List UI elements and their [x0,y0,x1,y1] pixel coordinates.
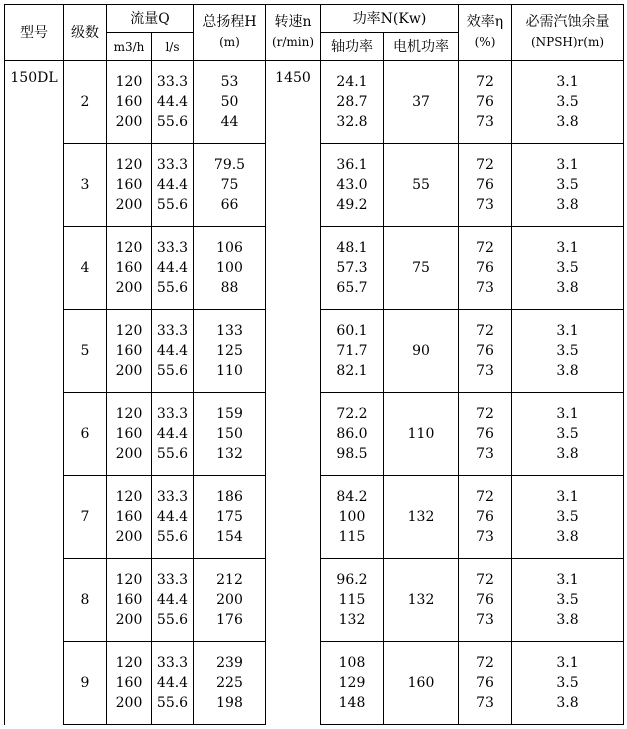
flow-ls-cell [152,61,194,144]
efficiency-cell [459,559,512,642]
head-cell-value: 154 [216,529,243,545]
npsh-cell-value: 3.1 [556,489,579,505]
head-cell-value: 88 [220,280,239,296]
header-npsh-line2: (NPSH)r(m) [530,35,605,49]
flow-m3h-cell [107,227,152,310]
stage-cell: 9 [64,642,107,725]
head-cell [194,393,266,476]
npsh-cell-value: 3.5 [556,509,579,525]
npsh-cell [512,476,624,559]
npsh-cell-value: 3.5 [556,343,579,359]
flow-m3h-cell-value: 200 [115,529,143,545]
head-cell-value: 186 [216,489,243,505]
flow-ls-cell-value: 44.4 [156,675,189,691]
flow-ls-cell-value: 55.6 [156,114,189,130]
npsh-cell-value: 3.1 [556,655,579,671]
speed-cell: 1450 [266,61,321,725]
header-row-1 [5,5,624,33]
npsh-cell [512,393,624,476]
head-cell-value: 159 [216,406,243,422]
shaft-power-cell-value: 100 [338,509,366,525]
shaft-power-cell-value: 72.2 [336,406,368,422]
flow-ls-cell-value: 44.4 [156,509,189,525]
flow-ls-cell-value: 55.6 [156,612,189,628]
flow-m3h-cell-value: 120 [115,489,143,505]
flow-m3h-cell-value: 200 [115,280,143,296]
motor-power-cell: 160 [384,642,459,725]
header-speed-line1: 转速n [274,14,312,30]
efficiency-cell [459,393,512,476]
flow-m3h-cell-value: 160 [115,592,143,608]
head-cell-value: 176 [216,612,243,628]
efficiency-cell-value: 72 [476,157,494,173]
shaft-power-cell [321,559,384,642]
head-cell-value: 125 [216,343,243,359]
flow-ls-cell-value: 44.4 [156,94,189,110]
header-speed [266,5,321,61]
motor-power-cell: 90 [384,310,459,393]
efficiency-cell-value: 76 [476,260,494,276]
npsh-cell [512,642,624,725]
efficiency-cell-value: 73 [476,446,494,462]
flow-ls-cell-value: 44.4 [156,592,189,608]
npsh-cell-value: 3.1 [556,572,579,588]
head-cell [194,310,266,393]
npsh-cell-value: 3.8 [556,612,579,628]
shaft-power-cell-value: 96.2 [336,572,368,588]
shaft-power-cell [321,227,384,310]
header-head [194,5,266,61]
npsh-cell [512,559,624,642]
stage-cell: 4 [64,227,107,310]
shaft-power-cell-value: 86.0 [336,426,368,442]
shaft-power-cell [321,476,384,559]
shaft-power-cell-value: 24.1 [336,74,368,90]
shaft-power-cell-value: 98.5 [336,446,368,462]
efficiency-cell-value: 73 [476,695,494,711]
flow-ls-cell-value: 33.3 [156,489,189,505]
shaft-power-cell-value: 129 [338,675,366,691]
flow-ls-cell-value: 55.6 [156,529,189,545]
flow-ls-cell-value: 55.6 [156,197,189,213]
header-speed-line2: (r/min) [271,35,315,49]
efficiency-cell-value: 76 [476,94,494,110]
npsh-cell-value: 3.8 [556,280,579,296]
efficiency-cell-value: 76 [476,426,494,442]
efficiency-cell-value: 72 [476,323,494,339]
head-cell-value: 106 [216,240,243,256]
flow-m3h-cell [107,61,152,144]
header-efficiency [459,5,512,61]
flow-ls-cell-value: 33.3 [156,74,189,90]
efficiency-cell [459,642,512,725]
head-cell [194,144,266,227]
shaft-power-cell [321,61,384,144]
flow-m3h-cell-value: 160 [115,675,143,691]
flow-m3h-cell-value: 120 [115,323,143,339]
flow-ls-cell-value: 44.4 [156,426,189,442]
head-cell-value: 50 [220,94,239,110]
head-cell-value: 110 [216,363,243,379]
shaft-power-cell-value: 115 [338,529,366,545]
flow-m3h-cell [107,310,152,393]
flow-m3h-cell-value: 120 [115,240,143,256]
head-cell-value: 75 [220,177,239,193]
header-power: 功率N(Kw) [321,5,459,33]
stage-cell: 6 [64,393,107,476]
efficiency-cell-value: 76 [476,177,494,193]
shaft-power-cell-value: 28.7 [336,94,368,110]
npsh-cell [512,61,624,144]
npsh-cell [512,227,624,310]
npsh-cell-value: 3.5 [556,675,579,691]
shaft-power-cell-value: 71.7 [336,343,368,359]
header-eff-line2: (%) [474,35,496,49]
head-cell-value: 198 [216,695,243,711]
flow-m3h-cell-value: 120 [115,406,143,422]
flow-ls-cell [152,393,194,476]
shaft-power-cell-value: 36.1 [336,157,368,173]
flow-m3h-cell [107,476,152,559]
head-cell-value: 66 [220,197,239,213]
header-flow-ls: l/s [152,33,194,61]
shaft-power-cell-value: 32.8 [336,114,368,130]
flow-ls-cell-value: 44.4 [156,177,189,193]
npsh-cell [512,144,624,227]
motor-power-cell: 55 [384,144,459,227]
efficiency-cell-value: 73 [476,529,494,545]
flow-ls-cell-value: 44.4 [156,260,189,276]
flow-ls-cell-value: 55.6 [156,695,189,711]
shaft-power-cell-value: 48.1 [336,240,368,256]
header-head-line2: (m) [219,35,240,49]
flow-ls-cell-value: 44.4 [156,343,189,359]
efficiency-cell-value: 72 [476,655,494,671]
npsh-cell-value: 3.5 [556,260,579,276]
npsh-cell-value: 3.8 [556,363,579,379]
npsh-cell-value: 3.8 [556,114,579,130]
shaft-power-cell-value: 82.1 [336,363,368,379]
motor-power-cell: 75 [384,227,459,310]
efficiency-cell-value: 72 [476,406,494,422]
head-cell [194,642,266,725]
head-cell [194,227,266,310]
shaft-power-cell [321,393,384,476]
npsh-cell-value: 3.1 [556,240,579,256]
head-cell-value: 79.5 [213,157,246,173]
efficiency-cell-value: 76 [476,675,494,691]
npsh-cell-value: 3.5 [556,177,579,193]
flow-m3h-cell-value: 120 [115,157,143,173]
efficiency-cell [459,61,512,144]
head-cell-value: 200 [216,592,243,608]
head-cell-value: 100 [216,260,243,276]
shaft-power-cell [321,310,384,393]
shaft-power-cell [321,144,384,227]
shaft-power-cell-value: 65.7 [336,280,368,296]
flow-ls-cell [152,476,194,559]
efficiency-cell [459,227,512,310]
shaft-power-cell-value: 132 [338,612,366,628]
motor-power-cell: 132 [384,476,459,559]
flow-m3h-cell-value: 160 [115,426,143,442]
head-cell [194,559,266,642]
npsh-cell-value: 3.8 [556,446,579,462]
head-cell-value: 212 [216,572,243,588]
flow-m3h-cell-value: 200 [115,695,143,711]
stage-cell: 3 [64,144,107,227]
head-cell-value: 44 [220,114,239,130]
model-cell: 150DL [5,61,64,725]
flow-ls-cell [152,144,194,227]
shaft-power-cell-value: 60.1 [336,323,368,339]
shaft-power-cell-value: 148 [338,695,366,711]
efficiency-cell-value: 73 [476,280,494,296]
flow-m3h-cell-value: 160 [115,260,143,276]
efficiency-cell-value: 73 [476,197,494,213]
npsh-cell-value: 3.8 [556,529,579,545]
head-cell-value: 225 [216,675,243,691]
shaft-power-cell-value: 57.3 [336,260,368,276]
flow-m3h-cell-value: 200 [115,446,143,462]
efficiency-cell-value: 73 [476,114,494,130]
flow-ls-cell-value: 33.3 [156,406,189,422]
flow-ls-cell [152,310,194,393]
head-cell-value: 175 [216,509,243,525]
efficiency-cell [459,476,512,559]
flow-m3h-cell-value: 200 [115,114,143,130]
flow-ls-cell-value: 55.6 [156,280,189,296]
flow-m3h-cell-value: 160 [115,177,143,193]
header-motor-power: 电机功率 [384,33,459,61]
shaft-power-cell-value: 49.2 [336,197,368,213]
flow-ls-cell [152,642,194,725]
flow-ls-cell-value: 33.3 [156,655,189,671]
flow-m3h-cell-value: 200 [115,197,143,213]
efficiency-cell-value: 76 [476,509,494,525]
stage-cell: 2 [64,61,107,144]
flow-m3h-cell-value: 160 [115,509,143,525]
efficiency-cell-value: 72 [476,572,494,588]
npsh-cell [512,310,624,393]
shaft-power-cell-value: 108 [338,655,366,671]
efficiency-cell [459,310,512,393]
flow-ls-cell-value: 33.3 [156,323,189,339]
flow-m3h-cell-value: 120 [115,74,143,90]
npsh-cell-value: 3.5 [556,94,579,110]
header-model: 型号 [5,5,64,61]
efficiency-cell-value: 72 [476,240,494,256]
shaft-power-cell-value: 43.0 [336,177,368,193]
efficiency-cell-value: 73 [476,363,494,379]
head-cell-value: 53 [220,74,239,90]
head-cell-value: 132 [216,446,243,462]
efficiency-cell-value: 73 [476,612,494,628]
header-head-line1: 总扬程H [202,14,257,30]
flow-m3h-cell-value: 200 [115,363,143,379]
header-npsh-line1: 必需汽蚀余量 [525,14,610,30]
head-cell-value: 150 [216,426,243,442]
flow-ls-cell [152,227,194,310]
header-flow: 流量Q [107,5,194,33]
flow-m3h-cell-value: 200 [115,612,143,628]
flow-ls-cell [152,559,194,642]
header-flow-m3h: m3/h [107,33,152,61]
stage-cell: 7 [64,476,107,559]
flow-ls-cell-value: 55.6 [156,363,189,379]
flow-ls-cell-value: 33.3 [156,572,189,588]
table-row [5,61,624,144]
stage-cell: 5 [64,310,107,393]
flow-ls-cell-value: 33.3 [156,157,189,173]
efficiency-cell-value: 72 [476,74,494,90]
npsh-cell-value: 3.1 [556,323,579,339]
head-cell-value: 239 [216,655,243,671]
flow-m3h-cell-value: 160 [115,343,143,359]
flow-m3h-cell [107,144,152,227]
pump-performance-table [4,4,624,725]
header-stages: 级数 [64,5,107,61]
shaft-power-cell-value: 115 [338,592,366,608]
motor-power-cell: 37 [384,61,459,144]
flow-m3h-cell-value: 120 [115,572,143,588]
npsh-cell-value: 3.1 [556,157,579,173]
head-cell [194,61,266,144]
header-shaft-power: 轴功率 [321,33,384,61]
flow-m3h-cell [107,642,152,725]
shaft-power-cell-value: 84.2 [336,489,368,505]
head-cell-value: 133 [216,323,243,339]
npsh-cell-value: 3.5 [556,426,579,442]
flow-m3h-cell [107,393,152,476]
flow-m3h-cell-value: 160 [115,94,143,110]
stage-cell: 8 [64,559,107,642]
motor-power-cell: 132 [384,559,459,642]
efficiency-cell [459,144,512,227]
flow-ls-cell-value: 55.6 [156,446,189,462]
npsh-cell-value: 3.5 [556,592,579,608]
npsh-cell-value: 3.8 [556,197,579,213]
header-eff-line1: 效率η [466,14,504,30]
head-cell [194,476,266,559]
efficiency-cell-value: 76 [476,592,494,608]
flow-ls-cell-value: 33.3 [156,240,189,256]
flow-m3h-cell [107,559,152,642]
flow-m3h-cell-value: 120 [115,655,143,671]
npsh-cell-value: 3.8 [556,695,579,711]
npsh-cell-value: 3.1 [556,406,579,422]
efficiency-cell-value: 76 [476,343,494,359]
shaft-power-cell [321,642,384,725]
header-npsh [512,5,624,61]
efficiency-cell-value: 72 [476,489,494,505]
motor-power-cell: 110 [384,393,459,476]
npsh-cell-value: 3.1 [556,74,579,90]
